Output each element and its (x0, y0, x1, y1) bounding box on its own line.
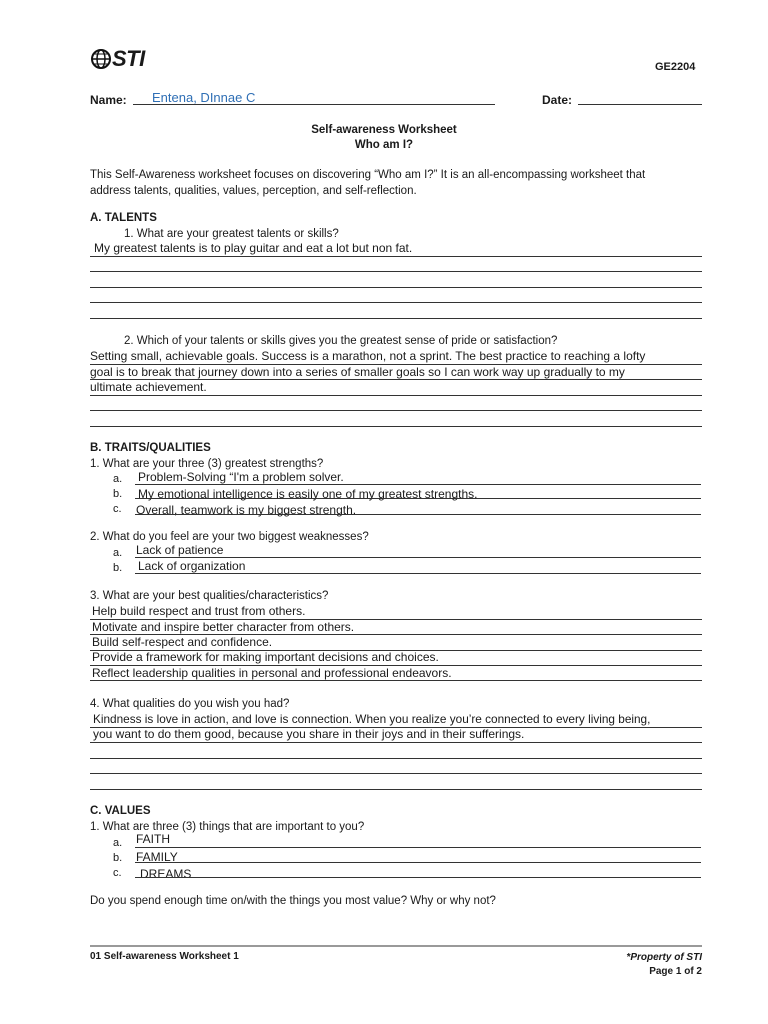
b1-letter-b: b. (113, 488, 123, 500)
footer-property: *Property of STI (626, 952, 702, 963)
a-answer-1[interactable]: My greatest talents is to play guitar and eat a lot but non fat. (94, 241, 413, 255)
b4-answer-2[interactable]: you want to do them good, because you share in their joys and in their sufferings. (93, 727, 525, 741)
c1-letter-c: c. (113, 867, 122, 879)
intro-line-2: address talents, qualities, values, perception, and self-reflection. (90, 185, 417, 197)
answer-line (135, 573, 701, 574)
sti-logo (90, 46, 150, 72)
answer-line (135, 557, 701, 558)
b-question-4: 4. What qualities do you wish you had? (90, 698, 290, 710)
intro-line-1: This Self-Awareness worksheet focuses on discovering “Who am I?” It is an all-encompassing worksheet that (90, 169, 646, 181)
c-question-2: Do you spend enough time on/with the things you most value? Why or why not? (90, 895, 496, 907)
b-question-1: 1. What are your three (3) greatest strengths? (90, 458, 324, 470)
answer-line (135, 862, 701, 863)
answer-line (90, 426, 702, 427)
b3-answer-3[interactable]: Build self-respect and confidence. (92, 635, 273, 649)
section-b-heading: B. TRAITS/QUALITIES (90, 442, 211, 454)
answer-line (90, 789, 702, 790)
footer-page-info (626, 951, 702, 979)
section-a-heading: A. TALENTS (90, 212, 157, 224)
answer-line (90, 287, 702, 288)
a-answer-2-line-3[interactable]: ultimate achievement. (90, 380, 207, 394)
b3-answer-1[interactable]: Help build respect and trust from others. (92, 604, 306, 618)
c1-answer-c[interactable]: DREAMS (140, 867, 192, 881)
answer-line (90, 410, 702, 411)
b3-answer-4[interactable]: Provide a framework for making important decisions and choices. (92, 650, 439, 664)
b1-answer-b[interactable]: My emotional intelligence is easily one of my greatest strengths. (138, 487, 478, 501)
b1-letter-a: a. (113, 473, 123, 485)
c-question-1: 1. What are three (3) things that are important to you? (90, 821, 365, 833)
b-question-2: 2. What do you feel are your two biggest weaknesses? (90, 531, 369, 543)
answer-line (90, 395, 702, 396)
globe-icon (90, 48, 112, 70)
a-answer-2-line-1[interactable]: Setting small, achievable goals. Success is a marathon, not a sprint. The best practice to reaching a lofty (90, 349, 646, 363)
a-question-2: 2. Which of your talents or skills gives you the greatest sense of pride or satisfaction? (124, 335, 558, 347)
answer-line (90, 742, 702, 743)
c1-letter-a: a. (113, 837, 123, 849)
answer-line (135, 847, 701, 848)
section-c-heading: C. VALUES (90, 805, 151, 817)
answer-line (135, 484, 701, 485)
footer-divider (90, 945, 702, 947)
answer-line (90, 302, 702, 303)
b2-answer-a[interactable]: Lack of patience (136, 543, 224, 557)
footer-doc-title: 01 Self-awareness Worksheet 1 (90, 951, 239, 962)
answer-line (90, 758, 702, 759)
b1-answer-a[interactable]: Problem-Solving “I'm a problem solver. (138, 470, 344, 484)
course-code: GE2204 (655, 61, 696, 73)
b2-letter-b: b. (113, 562, 123, 574)
answer-line (90, 256, 702, 257)
footer-page-number: Page 1 of 2 (649, 966, 702, 977)
worksheet-title: Self-awareness Worksheet (311, 124, 457, 136)
answer-line (90, 318, 702, 319)
answer-line (90, 271, 702, 272)
date-label: Date: (542, 93, 573, 107)
b3-answer-2[interactable]: Motivate and inspire better character from others. (92, 620, 355, 634)
answer-line (135, 877, 701, 878)
worksheet-subtitle: Who am I? (354, 139, 414, 151)
b1-letter-c: c. (113, 503, 122, 515)
c1-letter-b: b. (113, 852, 123, 864)
name-value[interactable]: Entena, DInnae C (152, 90, 256, 105)
b2-letter-a: a. (113, 547, 123, 559)
answer-line (135, 514, 701, 515)
b2-answer-b[interactable]: Lack of organization (138, 559, 246, 573)
name-label: Name: (90, 93, 127, 107)
date-field-line[interactable] (578, 104, 702, 105)
b-question-3: 3. What are your best qualities/characteristics? (90, 590, 329, 602)
b1-answer-c[interactable]: Overall, teamwork is my biggest strength. (136, 503, 357, 517)
c1-answer-a[interactable]: FAITH (136, 832, 171, 846)
a-question-1: 1. What are your greatest talents or skills? (124, 228, 339, 240)
a-answer-2-line-2[interactable]: goal is to break that journey down into a series of smaller goals so I can work way up gradually to my (90, 365, 625, 379)
b4-answer-1[interactable]: Kindness is love in action, and love is connection. When you realize you’re connected to every living being, (93, 712, 651, 726)
logo-text: STI (112, 46, 145, 71)
b3-answer-5[interactable]: Reflect leadership qualities in personal and professional endeavors. (92, 666, 452, 680)
c1-answer-b[interactable]: FAMILY (136, 850, 178, 864)
answer-line (135, 498, 701, 499)
answer-line (90, 773, 702, 774)
answer-line (90, 680, 702, 681)
